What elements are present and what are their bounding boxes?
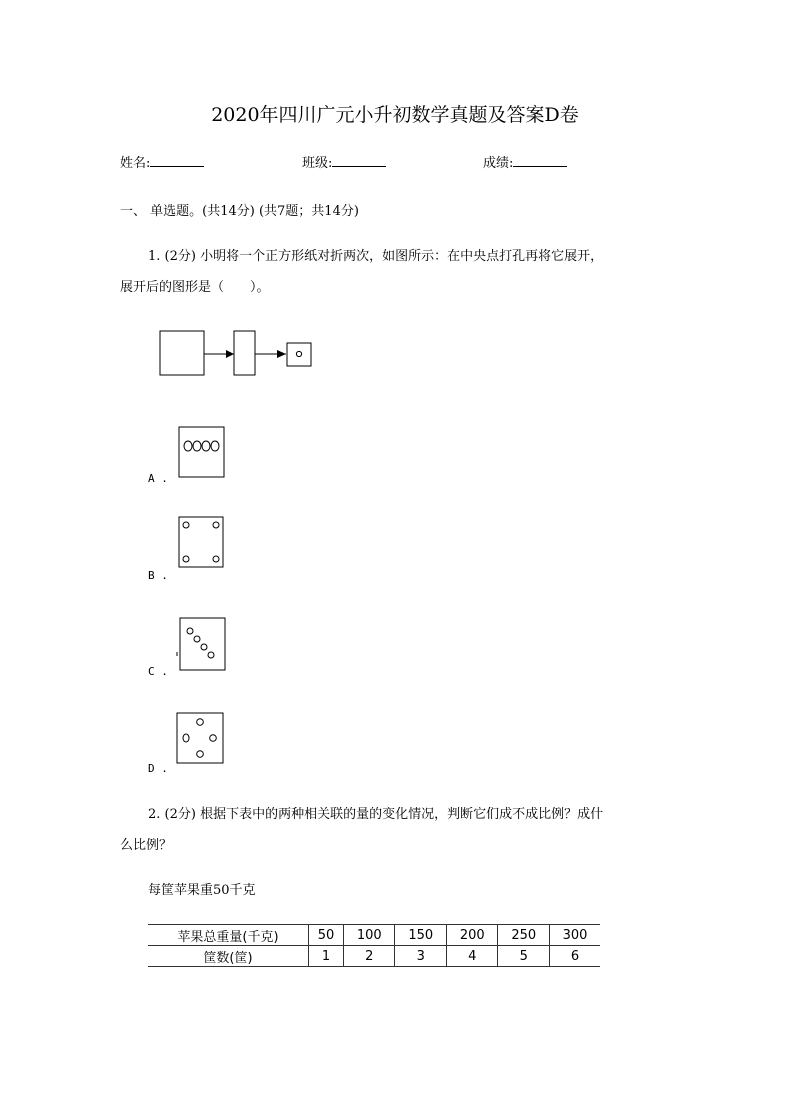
score-label: 成绩: [483,156,514,171]
class-blank[interactable] [332,155,386,167]
question-2-line1: 2. (2分) 根据下表中的两种相关联的量的变化情况，判断它们成不成比例？成什 [148,807,604,822]
table-cell: 5 [498,946,550,967]
question-2-line2: 么比例？ [120,838,173,853]
table-cell: 300 [549,925,600,946]
class-label: 班级: [302,156,333,171]
option-c-figure[interactable] [176,617,226,671]
score-field[interactable] [483,152,567,171]
table-cell: 150 [395,925,447,946]
option-a-label[interactable]: A . [148,472,168,485]
row-header-weight: 苹果总重量(千克) [148,925,309,946]
question-1-line2: 展开后的图形是（ ）。 [120,280,270,295]
question-2-note: 每筐苹果重50千克 [148,883,256,898]
table-cell: 2 [343,946,395,967]
option-d-label[interactable]: D . [148,762,168,775]
table-row [148,925,600,946]
table-cell: 6 [549,946,600,967]
option-a-figure[interactable] [178,426,226,478]
section-heading: 一、 单选题。(共14分) (共7题；共14分) [120,204,359,219]
table-cell: 4 [446,946,498,967]
table-cell: 200 [446,925,498,946]
option-b-label[interactable]: B . [148,569,168,582]
option-c-label[interactable]: C . [148,665,168,678]
table-cell: 250 [498,925,550,946]
table-row [148,946,600,967]
name-field[interactable] [120,152,204,171]
page-title: 2020年四川广元小升初数学真题及答案D卷 [211,104,579,126]
row-header-baskets: 筐数(筐) [148,946,309,967]
option-b-figure[interactable] [178,516,224,568]
folding-diagram [155,325,320,380]
option-d-figure[interactable] [176,712,224,764]
name-label: 姓名: [120,156,151,171]
class-field[interactable] [302,152,386,171]
name-blank[interactable] [150,155,204,167]
table-cell: 3 [395,946,447,967]
table-cell: 50 [309,925,344,946]
question-1-line1: 1. (2分) 小明将一个正方形纸对折两次，如图所示：在中央点打孔再将它展开， [148,249,604,264]
score-blank[interactable] [513,155,567,167]
table-cell: 1 [309,946,344,967]
apple-weight-table [148,924,600,967]
table-cell: 100 [343,925,395,946]
